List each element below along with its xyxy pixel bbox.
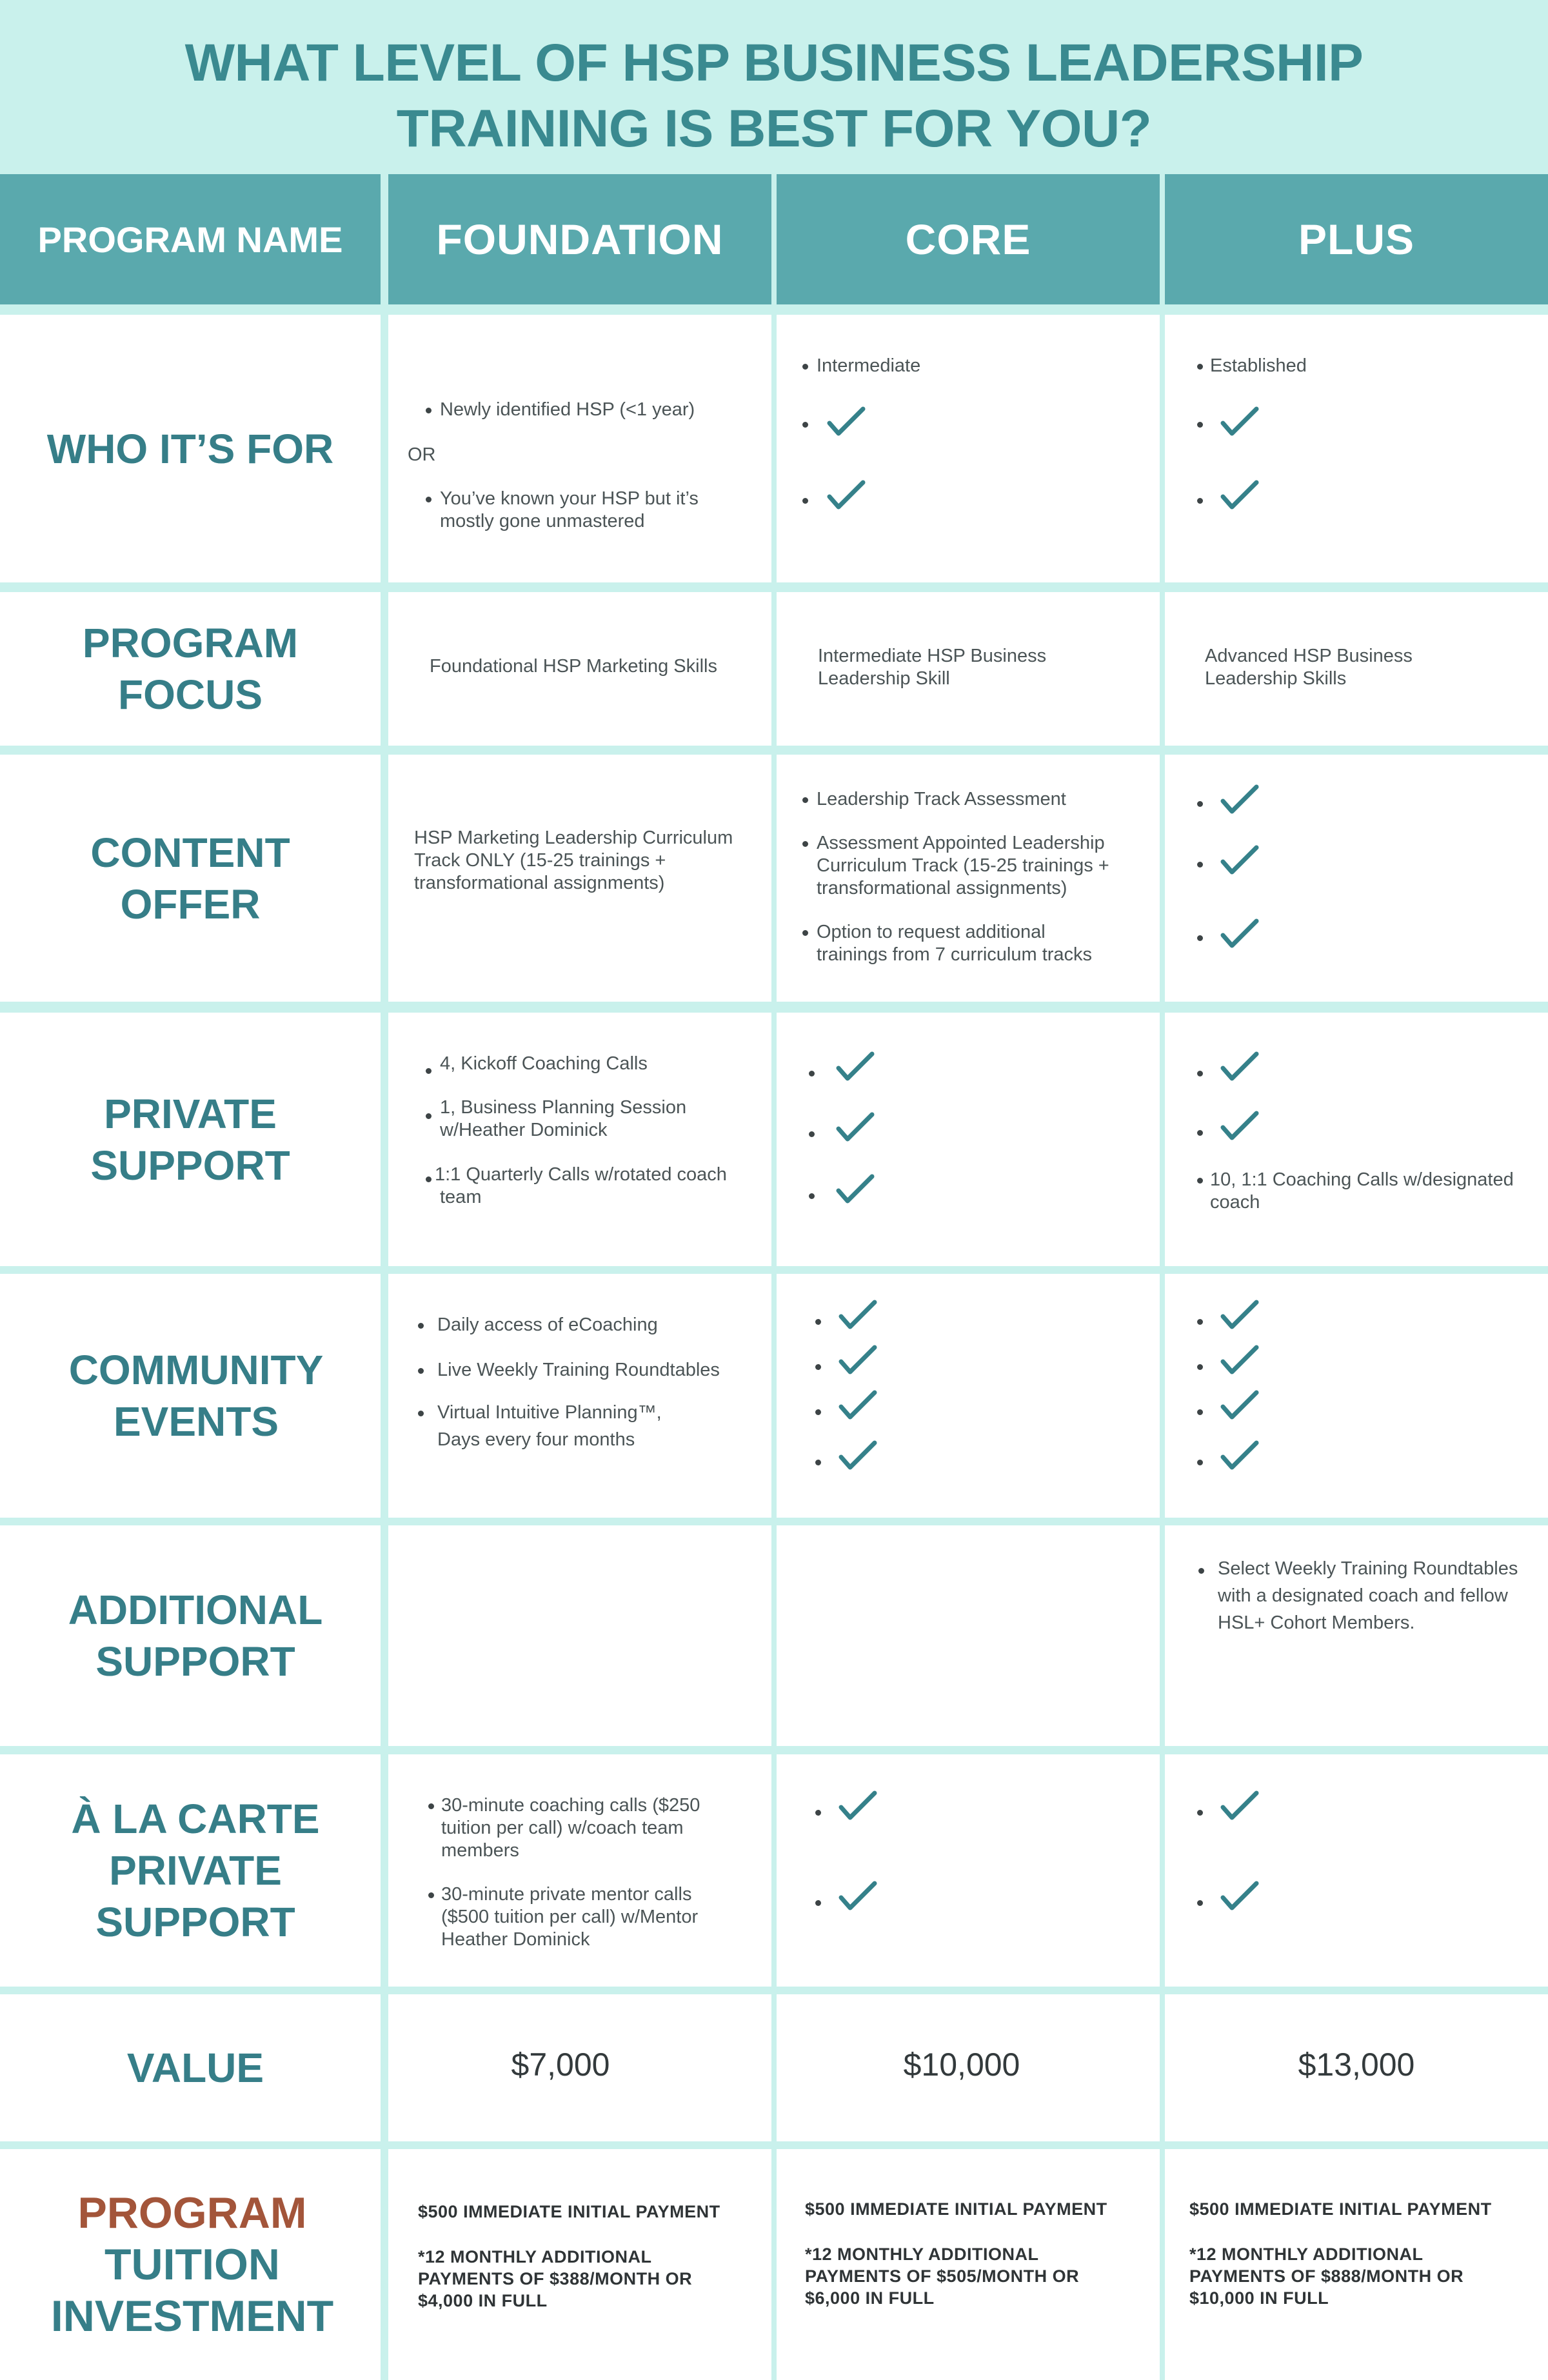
cell-additional-core — [777, 1525, 1160, 1746]
row-label-private-support — [0, 1013, 381, 1266]
check-icon — [827, 479, 867, 512]
header-foundation: FOUNDATION — [388, 174, 771, 304]
row-label-text: TUITION — [104, 2240, 280, 2289]
check-icon — [827, 405, 867, 439]
text: $500 IMMEDIATE INITIAL PAYMENT — [805, 2199, 1107, 2219]
row-label-text: SUPPORT — [95, 1899, 295, 1945]
text: Intermediate — [817, 355, 921, 376]
text: 30-minute coaching calls ($250 — [441, 1795, 700, 1816]
bullet — [1197, 1900, 1203, 1906]
cell-who-plus — [1165, 315, 1548, 582]
row-label-text: COMMUNITY — [68, 1347, 324, 1393]
text: 1:1 Quarterly Calls w/rotated coach — [435, 1164, 727, 1185]
bullet — [1197, 498, 1203, 504]
cell-carte-plus — [1165, 1754, 1548, 1987]
bullet — [815, 1364, 821, 1370]
bullet — [1197, 1460, 1203, 1465]
check-icon — [836, 1050, 876, 1084]
price-core: $10,000 — [903, 2047, 1020, 2083]
text: Newly identified HSP (<1 year) — [440, 399, 695, 420]
cell-private-foundation — [388, 1013, 771, 1266]
bullet — [802, 422, 808, 428]
text: Heather Dominick — [441, 1929, 590, 1950]
text: members — [441, 1840, 519, 1861]
cell-value-plus — [1165, 1994, 1548, 2141]
bullet — [428, 1803, 434, 1809]
bullet — [1197, 1364, 1203, 1370]
text: 30-minute private mentor calls — [441, 1884, 692, 1905]
bullet — [802, 498, 808, 504]
bullet — [1197, 364, 1203, 370]
row-label-text: VALUE — [126, 2045, 264, 2091]
check-icon — [836, 1173, 876, 1206]
cell-private-core — [777, 1013, 1160, 1266]
text: *12 MONTHLY ADDITIONAL — [1189, 2245, 1424, 2264]
bullet — [1197, 1810, 1203, 1816]
cell-additional-foundation — [388, 1525, 771, 1746]
check-icon — [1220, 1389, 1260, 1422]
bullet — [426, 1176, 432, 1182]
bullet — [815, 1460, 821, 1465]
bullet — [1197, 935, 1203, 941]
row-label-tuition — [0, 2149, 381, 2380]
text: w/Heather Dominick — [440, 1120, 608, 1140]
text: Assessment Appointed Leadership — [817, 833, 1105, 853]
text: Daily access of eCoaching — [437, 1314, 658, 1335]
bullet — [426, 408, 432, 413]
text: 10, 1:1 Coaching Calls w/designated — [1210, 1169, 1514, 1190]
row-label-text: SUPPORT — [90, 1142, 290, 1189]
title-band — [0, 0, 1548, 173]
text: PAYMENTS OF $388/MONTH OR — [418, 2269, 693, 2288]
row-label-text: PRIVATE — [104, 1090, 277, 1137]
row-label-text: INVESTMENT — [50, 2292, 334, 2341]
text: $500 IMMEDIATE INITIAL PAYMENT — [1189, 2199, 1492, 2219]
bullet — [1198, 1568, 1204, 1574]
text: Curriculum Track (15-25 trainings + — [817, 855, 1109, 876]
cell-focus-foundation — [388, 592, 771, 746]
text: Leadership Skill — [818, 668, 950, 689]
cell-content-foundation — [388, 755, 771, 1002]
text: Leadership Skills — [1205, 668, 1347, 689]
row-label-text: PRIVATE — [109, 1847, 282, 1894]
bullet — [1197, 1319, 1203, 1325]
text: Option to request additional — [817, 922, 1046, 942]
bullet — [802, 841, 808, 847]
text: PAYMENTS OF $505/MONTH OR — [805, 2266, 1080, 2286]
row-label-program-focus — [0, 592, 381, 746]
bullet — [1197, 1178, 1203, 1184]
bullet — [1197, 801, 1203, 807]
text: *12 MONTHLY ADDITIONAL — [805, 2245, 1039, 2264]
text: HSL+ Cohort Members. — [1218, 1612, 1415, 1633]
text: $500 IMMEDIATE INITIAL PAYMENT — [418, 2202, 720, 2221]
text: Live Weekly Training Roundtables — [437, 1360, 720, 1380]
bullet — [815, 1319, 821, 1325]
page-title-line-2: TRAINING IS BEST FOR YOU? — [396, 99, 1152, 158]
text: Advanced HSP Business — [1205, 646, 1413, 666]
check-icon — [836, 1111, 876, 1144]
text: Leadership Track Assessment — [817, 789, 1066, 809]
text: You’ve known your HSP but it’s — [440, 488, 699, 509]
bullet — [815, 1900, 821, 1906]
cell-carte-core — [777, 1754, 1160, 1987]
text: $10,000 IN FULL — [1189, 2288, 1329, 2308]
check-icon — [1220, 1050, 1260, 1084]
header-plus: PLUS — [1165, 174, 1548, 304]
text: PAYMENTS OF $888/MONTH OR — [1189, 2266, 1464, 2286]
bullet — [802, 364, 808, 370]
cell-community-core — [777, 1274, 1160, 1518]
text: trainings from 7 curriculum tracks — [817, 944, 1093, 965]
bullet — [1197, 1130, 1203, 1136]
bullet — [426, 1113, 432, 1119]
text: Foundational HSP Marketing Skills — [430, 656, 717, 677]
text: Track ONLY (15-25 trainings + — [414, 850, 666, 871]
bullet — [815, 1409, 821, 1415]
row-label-value — [0, 1994, 381, 2141]
bullet — [418, 1411, 424, 1416]
text: Days every four months — [437, 1429, 635, 1450]
cell-who-foundation — [388, 315, 771, 582]
check-icon — [1220, 405, 1260, 439]
text: HSP Marketing Leadership Curriculum — [414, 828, 733, 848]
row-label-text: OFFER — [120, 880, 261, 927]
cell-community-foundation — [388, 1274, 771, 1518]
check-icon — [1220, 1879, 1260, 1913]
check-icon — [1220, 479, 1260, 512]
bullet — [428, 1892, 434, 1898]
cell-who-core — [777, 315, 1160, 582]
check-icon — [838, 1789, 878, 1823]
check-icon — [1220, 1109, 1260, 1143]
text: mostly gone unmastered — [440, 511, 645, 531]
cell-content-plus — [1165, 755, 1548, 1002]
header-core: CORE — [777, 174, 1160, 304]
bullet — [802, 797, 808, 803]
text: team — [440, 1187, 482, 1207]
text: Select Weekly Training Roundtables — [1218, 1558, 1518, 1579]
row-label-text: PROGRAM — [82, 620, 299, 666]
cell-focus-core — [777, 592, 1160, 746]
row-label-text: WHO IT’S FOR — [46, 425, 334, 472]
check-icon — [1220, 1439, 1260, 1473]
cell-community-plus — [1165, 1274, 1548, 1518]
text: *12 MONTHLY ADDITIONAL — [418, 2247, 652, 2266]
bullet — [418, 1368, 424, 1374]
row-label-text: ADDITIONAL — [68, 1587, 323, 1633]
cell-carte-foundation — [388, 1754, 771, 1987]
row-label-content-offer — [0, 755, 381, 1002]
text: tuition per call) w/coach team — [441, 1818, 684, 1838]
header-program-name: PROGRAM NAME — [0, 174, 381, 304]
row-label-text: SUPPORT — [95, 1638, 295, 1685]
row-label-text: EVENTS — [113, 1398, 279, 1445]
check-icon — [838, 1298, 878, 1332]
bullet — [815, 1810, 821, 1816]
bullet — [1197, 1409, 1203, 1415]
row-label-text: PROGRAM — [77, 2188, 307, 2237]
check-icon — [1220, 783, 1260, 817]
cell-content-core — [777, 755, 1160, 1002]
text: with a designated coach and fellow — [1218, 1585, 1508, 1606]
text: Intermediate HSP Business — [818, 646, 1047, 666]
row-label-text: CONTENT — [90, 829, 290, 876]
bullet — [1197, 862, 1203, 868]
row-label-a-la-carte — [0, 1754, 381, 1987]
check-icon — [1220, 1789, 1260, 1823]
check-icon — [838, 1879, 878, 1913]
text: Established — [1210, 355, 1307, 376]
check-icon — [1220, 1344, 1260, 1377]
text: coach — [1210, 1192, 1260, 1213]
text: ($500 tuition per call) w/Mentor — [441, 1907, 699, 1927]
bullet — [809, 1071, 815, 1076]
text: 4, Kickoff Coaching Calls — [440, 1053, 648, 1074]
bullet — [426, 497, 432, 502]
check-icon — [1220, 844, 1260, 877]
cell-focus-plus — [1165, 592, 1548, 746]
row-label-who-its-for — [0, 315, 381, 582]
row-label-community-events — [0, 1274, 381, 1518]
bullet — [809, 1193, 815, 1199]
text: $6,000 IN FULL — [805, 2288, 935, 2308]
cell-tuition-core — [777, 2149, 1160, 2380]
check-icon — [838, 1344, 878, 1377]
page-title-line-1: WHAT LEVEL OF HSP BUSINESS LEADERSHIP — [184, 34, 1364, 92]
check-icon — [838, 1389, 878, 1422]
check-icon — [1220, 1298, 1260, 1332]
cell-additional-plus — [1165, 1525, 1548, 1746]
row-label-text: FOCUS — [118, 671, 263, 718]
text: $4,000 IN FULL — [418, 2291, 548, 2310]
text: transformational assignments) — [414, 873, 665, 893]
cell-private-plus — [1165, 1013, 1548, 1266]
bullet — [1197, 1071, 1203, 1076]
text: transformational assignments) — [817, 878, 1067, 898]
cell-tuition-foundation — [388, 2149, 771, 2380]
text: OR — [408, 444, 436, 465]
cell-value-foundation — [388, 1994, 771, 2141]
text: Virtual Intuitive Planning™, — [437, 1402, 662, 1423]
bullet — [426, 1068, 432, 1074]
row-label-text: À LA CARTE — [71, 1796, 320, 1842]
cell-tuition-plus — [1165, 2149, 1548, 2380]
check-icon — [1220, 917, 1260, 951]
row-label-additional-support — [0, 1525, 381, 1746]
bullet — [802, 930, 808, 936]
bullet — [1197, 422, 1203, 428]
price-plus: $13,000 — [1298, 2047, 1415, 2083]
check-icon — [838, 1439, 878, 1473]
cell-value-core — [777, 1994, 1160, 2141]
bullet — [418, 1323, 424, 1329]
text: 1, Business Planning Session — [440, 1097, 687, 1118]
price-foundation: $7,000 — [511, 2047, 610, 2083]
bullet — [809, 1131, 815, 1137]
